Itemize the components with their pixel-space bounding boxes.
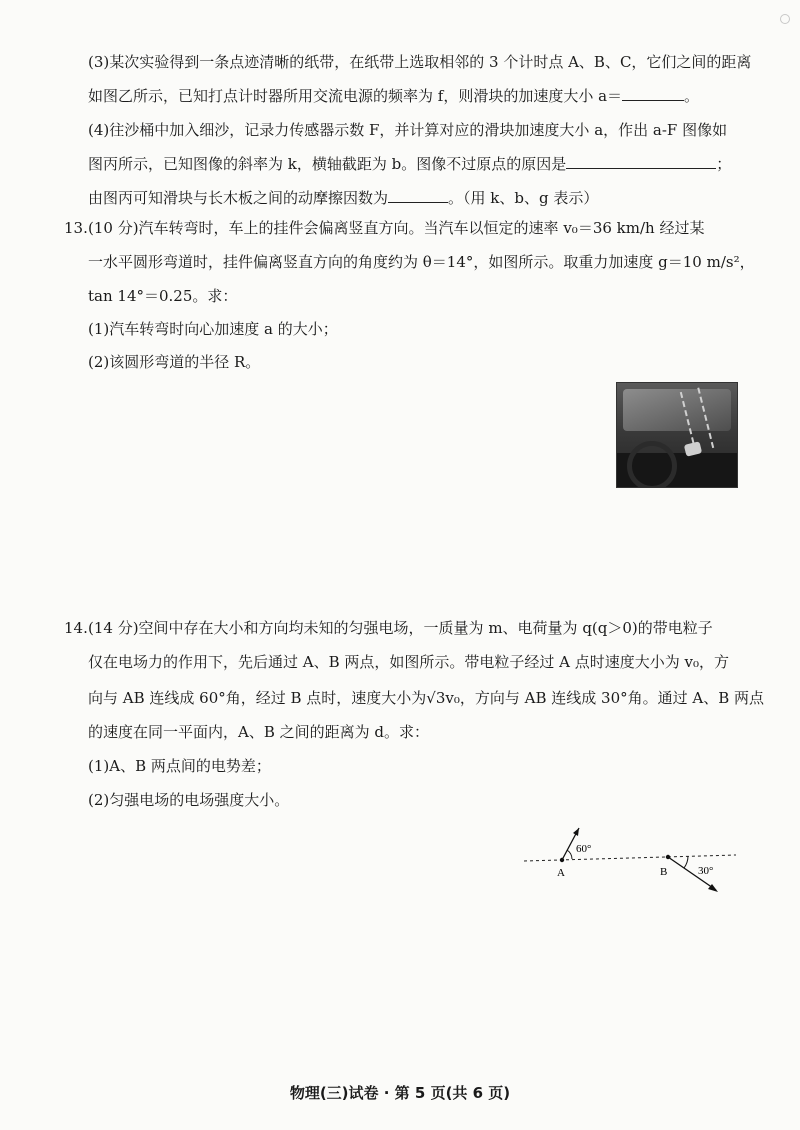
q12-part3-line1: (3)某次实验得到一条点迹清晰的纸带，在纸带上选取相邻的 3 个计时点 A、B、C，它们之间的距离 (88, 53, 752, 71)
q12-part3-text: 如图乙所示，已知打点计时器所用交流电源的频率为 f，则滑块的加速度大小 a＝ (88, 87, 623, 105)
angle-60-label: 60° (576, 843, 592, 855)
answer-blank-mu (388, 186, 448, 203)
answer-blank-a (622, 84, 684, 101)
q13-line1: (10 分)汽车转弯时，车上的挂件会偏离竖直方向。当汽车以恒定的速率 v₀＝36 km/h 经过某 (88, 219, 705, 237)
q14-line3: 向与 AB 连线成 60°角，经过 B 点时，速度大小为√3v₀，方向与 AB 连线成 30°角。通过 A、B 两点 (88, 689, 765, 707)
corner-mark (780, 14, 790, 24)
velocity-a-arrowhead (573, 828, 579, 836)
q12-part3-line2 (88, 80, 740, 113)
q12-part4-line2 (88, 148, 740, 181)
q12-part4-end: ； (716, 155, 732, 173)
velocity-diagram (520, 820, 740, 910)
label-a: A (557, 867, 565, 879)
q14-line1: (14 分)空间中存在大小和方向均未知的匀强电场，一质量为 m、电荷量为 q(q＞0)的带电粒子 (88, 619, 713, 637)
q13-sub2: (2)该圆形弯道的半径 R。 (88, 353, 261, 371)
q12-part3-end: 。 (684, 87, 700, 105)
page-footer: 物理(三)试卷 · 第 5 页(共 6 页) (289, 1084, 511, 1102)
ab-dashed-line (524, 855, 736, 861)
q12-part4-line3 (88, 182, 740, 215)
angle-b-arc (684, 856, 688, 868)
q14-line2: 仅在电场力的作用下，先后通过 A、B 两点，如图所示。带电粒子经过 A 点时速度大小为 v₀，方 (88, 653, 730, 671)
q12-part4-text2: 由图丙可知滑块与长木板之间的动摩擦因数为 (88, 189, 389, 207)
q14-line4: 的速度在同一平面内，A、B 之间的距离为 d。求： (88, 723, 429, 741)
q12-part4-text: 图丙所示，已知图像的斜率为 k，横轴截距为 b。图像不过原点的原因是 (88, 155, 567, 173)
q12-part4-end2: 。（用 k、b、g 表示） (448, 189, 599, 207)
angle-30-label: 30° (698, 865, 714, 877)
q13-number: 13. (64, 219, 88, 237)
steering-wheel (627, 441, 677, 488)
q13-line3: tan 14°＝0.25。求： (88, 287, 238, 305)
q14-number: 14. (64, 619, 88, 637)
q13-line2: 一水平圆形弯道时，挂件偏离竖直方向的角度约为 θ＝14°，如图所示。取重力加速度 g＝10 m/s²， (88, 253, 755, 271)
q12-part4-line1: (4)往沙桶中加入细沙，记录力传感器示数 F，并计算对应的滑块加速度大小 a，作出 a-F 图像如 (88, 121, 728, 139)
q14-sub2: (2)匀强电场的电场强度大小。 (88, 791, 290, 809)
q14-sub1: (1)A、B 两点间的电势差； (88, 757, 271, 775)
answer-blank-reason (566, 152, 716, 169)
q13-sub1: (1)汽车转弯时向心加速度 a 的大小； (88, 320, 338, 338)
windshield (623, 389, 731, 431)
car-pendant-photo (616, 382, 738, 488)
angle-a-arc (567, 850, 572, 859)
label-b: B (660, 866, 668, 878)
